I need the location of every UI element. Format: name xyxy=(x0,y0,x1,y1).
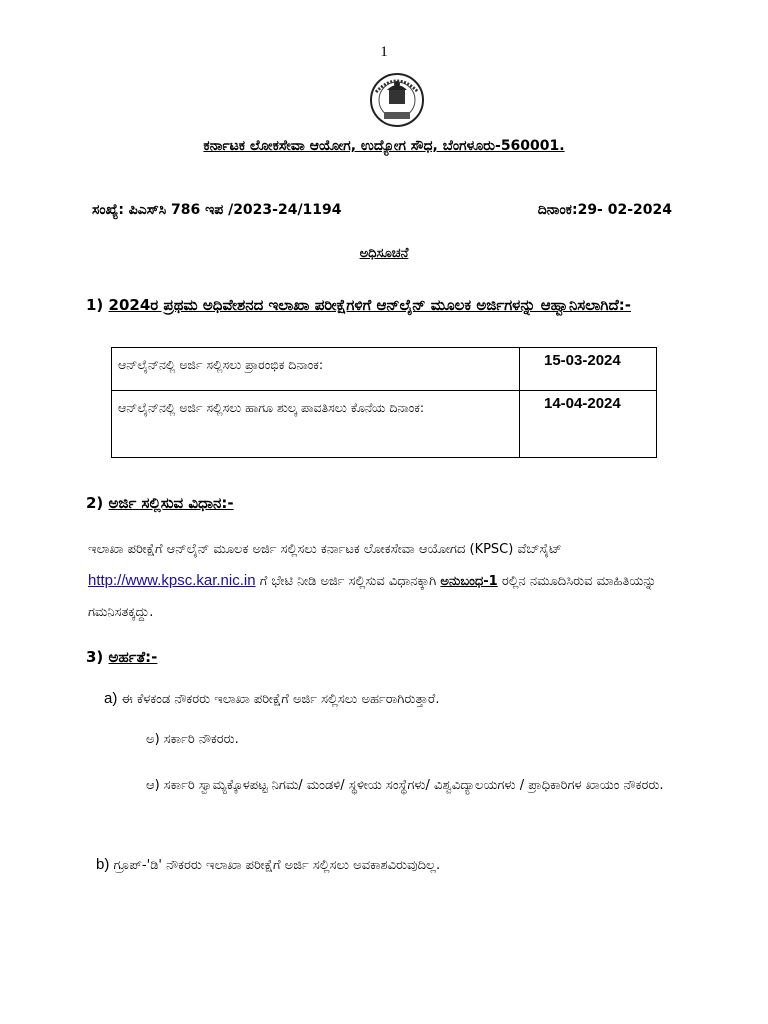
eligibility-b xyxy=(96,856,440,873)
last-date-value: 14-04-2024 xyxy=(520,391,657,458)
section-1-heading xyxy=(86,290,686,320)
section-2-text-after: ರಲ್ಲಿನ ನಮೂದಿಸಿರುವ ಮಾಹಿತಿಯನ್ನು ಗಮನಿಸತಕ್ಕದ್ದು. xyxy=(88,574,657,620)
last-date-label: ಆನ್‌ಲೈನ್‌ನಲ್ಲಿ ಅರ್ಜಿ ಸಲ್ಲಿಸಲು ಹಾಗೂ ಶುಲ್ಕ ಪಾವತಿಸಲು ಕೊನೆಯ ದಿನಾಂಕ: xyxy=(112,391,520,458)
organization-header: ಕರ್ನಾಟಕ ಲೋಕಸೇವಾ ಆಯೋಗ, ಉದ್ಯೋಗ ಸೌಧ, ಬೆಂಗಳೂರು-560001. xyxy=(203,138,565,154)
eligibility-a-text: ಈ ಕೆಳಕಂಡ ನೌಕರರು ಇಲಾಖಾ ಪರೀಕ್ಷೆಗೆ ಅರ್ಜಿ ಸಲ್ಲಿಸಲು ಅರ್ಹರಾಗಿರುತ್ತಾರೆ. xyxy=(121,692,440,707)
kpsc-website-link[interactable]: http://www.kpsc.kar.nic.in xyxy=(88,572,256,589)
section-2-text-middle: ಗೆ ಭೇಟಿ ನೀಡಿ ಅರ್ಜಿ ಸಲ್ಲಿಸುವ ವಿಧಾನಕ್ಕಾಗಿ xyxy=(255,574,441,589)
section-2-number: 2) xyxy=(86,494,104,512)
table-row xyxy=(112,391,657,458)
kpsc-seal-logo xyxy=(362,72,432,132)
eligibility-a-marker: a) xyxy=(104,690,118,707)
eligibility-a xyxy=(104,690,439,707)
section-2-text-before: ಇಲಾಖಾ ಪರೀಕ್ಷೆಗೆ ಆನ್‌ಲೈನ್ ಮೂಲಕ ಅರ್ಜಿ ಸಲ್ಲಿಸಲು ಕರ್ನಾಟಕ ಲೋಕಸೇವಾ ಆಯೋಗದ (KPSC) ವೆಬ್‌ಸೈಟ್ xyxy=(88,542,562,557)
page-number: 1 xyxy=(380,44,388,60)
section-1-number: 1) xyxy=(86,296,104,314)
section-1-title: 2024ರ ಪ್ರಥಮ ಅಧಿವೇಶನದ ಇಲಾಖಾ ಪರೀಕ್ಷೆಗಳಿಗೆ ಆನ್‌ಲೈನ್ ಮೂಲಕ ಅರ್ಜಿಗಳನ್ನು ಆಹ್ವಾನಿಸಲಾಗಿದೆ:- xyxy=(108,296,632,314)
section-3-number: 3) xyxy=(86,648,104,666)
section-2-title: ಅರ್ಜಿ ಸಲ್ಲಿಸುವ ವಿಧಾನ:- xyxy=(108,494,234,512)
section-3-title: ಅರ್ಹತೆ:- xyxy=(108,648,158,666)
table-row xyxy=(112,348,657,391)
eligibility-a-item-1: ಅ) ಸರ್ಕಾರಿ ನೌಕರರು. xyxy=(146,732,239,747)
notice-date: ದಿನಾಂಕ:29- 02-2024 xyxy=(537,202,672,218)
section-3-heading xyxy=(86,648,157,666)
annexure-label: ಅನುಬಂಧ-1 xyxy=(440,574,498,589)
eligibility-a-item-2: ಆ) ಸರ್ಕಾರಿ ಸ್ವಾಮ್ಯಕ್ಕೊಳಪಟ್ಟ ನಿಗಮ/ ಮಂಡಳಿ/ ಸ್ಥಳೀಯ ಸಂಸ್ಥೆಗಳು/ ವಿಶ್ವವಿದ್ಯಾಲಯಗಳು / ಪ್ರಾಧಿಕಾರಿಗಳ ಖಾಯಂ ನೌಕರರು. xyxy=(146,778,664,793)
dates-table xyxy=(111,347,657,458)
section-2-paragraph xyxy=(88,534,688,628)
notice-title: ಅಧಿಸೂಚನೆ xyxy=(359,246,409,261)
eligibility-b-marker: b) xyxy=(96,856,110,873)
section-2-heading xyxy=(86,494,234,512)
start-date-label: ಆನ್‌ಲೈನ್‌ನಲ್ಲಿ ಅರ್ಜಿ ಸಲ್ಲಿಸಲು ಪ್ರಾರಂಭಿಕ ದಿನಾಂಕ: xyxy=(112,348,520,391)
reference-number: ಸಂಖ್ಯೆ: ಪಿಎಸ್‌ಸಿ 786 ಇಪ /2023-24/1194 xyxy=(92,202,342,218)
eligibility-b-text: ಗ್ರೂಪ್-'ಡಿ' ನೌಕರರು ಇಲಾಖಾ ಪರೀಕ್ಷೆಗೆ ಅರ್ಜಿ ಸಲ್ಲಿಸಲು ಅವಕಾಶವಿರುವುದಿಲ್ಲ. xyxy=(113,858,441,873)
start-date-value: 15-03-2024 xyxy=(520,348,657,391)
